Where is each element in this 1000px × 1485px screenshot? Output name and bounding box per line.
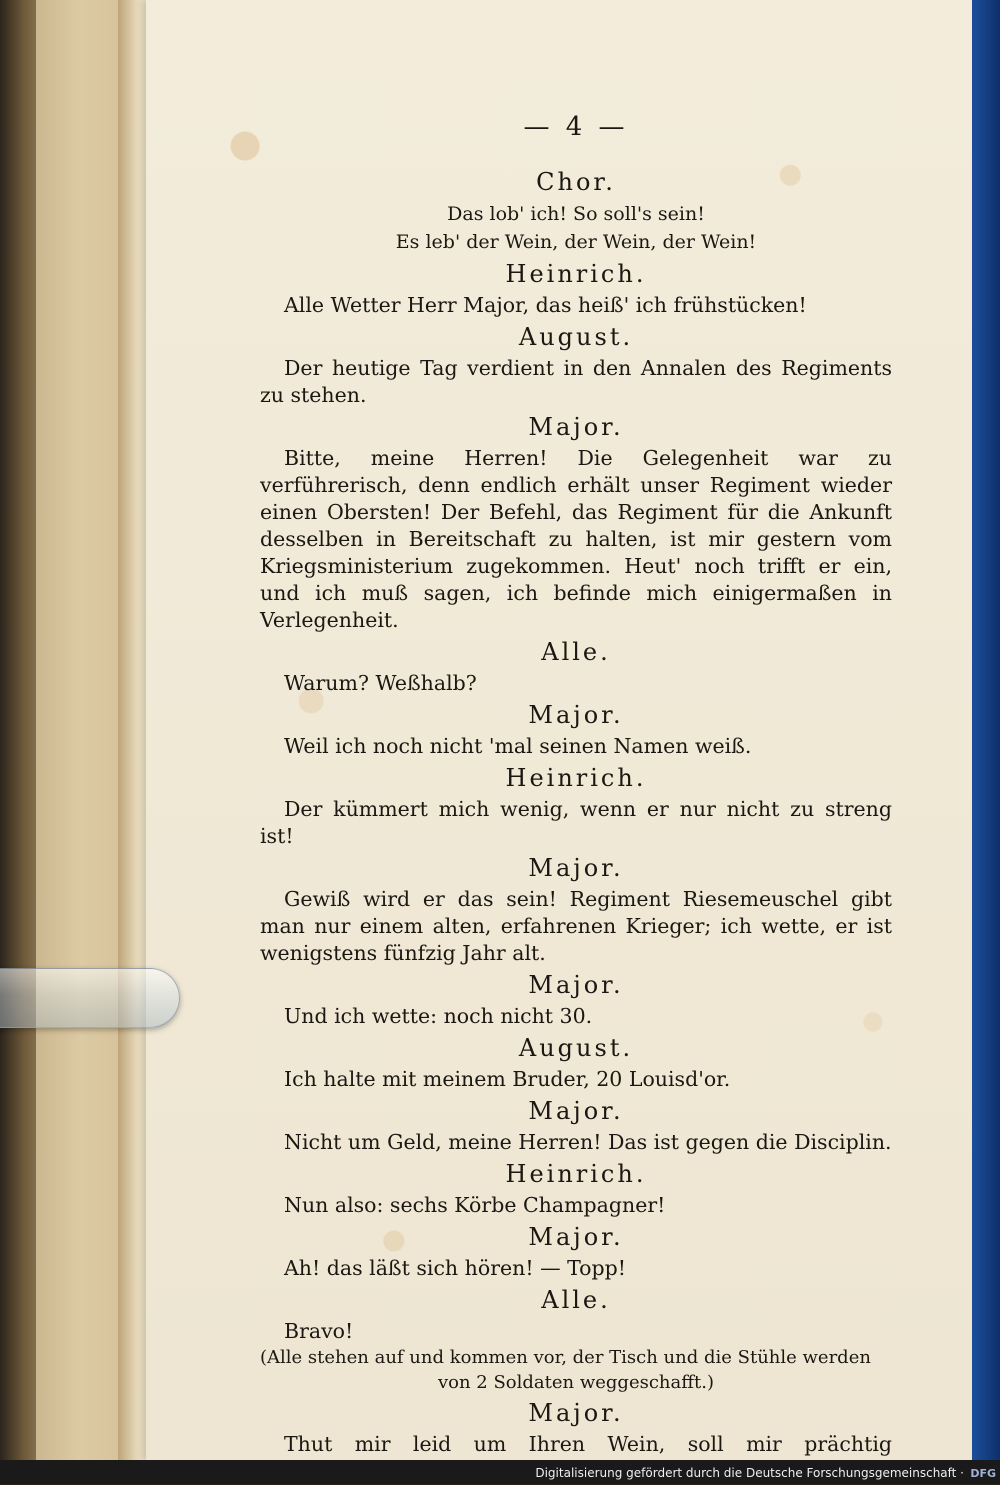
speaker-name: Major. [528, 1399, 624, 1427]
stage-direction: (Alle stehen auf und kommen vor, der Tisch und die Stühle werden [260, 1347, 871, 1368]
speaker-name: Major. [528, 1223, 624, 1251]
speaker-name: Major. [528, 1097, 624, 1125]
speaker-name: Major. [528, 854, 624, 882]
footer-bar [0, 1460, 1000, 1484]
stage-direction: von 2 Soldaten weggeschafft.) [437, 1372, 715, 1393]
dfg-logo: DFG [970, 1467, 996, 1480]
dialogue-line: Nun also: sechs Körbe Champagner! [284, 1193, 666, 1217]
verse-line: Das lob' ich! So soll's sein! [447, 203, 705, 225]
speaker-name: Major. [528, 413, 624, 441]
book-cover-edge [0, 0, 40, 1484]
dialogue-line: Bravo! [284, 1319, 354, 1343]
page-text [260, 112, 892, 1485]
speaker-name: Heinrich. [505, 764, 647, 792]
speaker-name: Major. [528, 701, 624, 729]
dialogue-line: Der heutige Tag verdient in den Annalen des Regiments zu stehen. [260, 356, 892, 407]
speaker-name: Heinrich. [505, 1160, 647, 1188]
dialogue-line: Ich halte mit meinem Bruder, 20 Louisd'or. [284, 1067, 731, 1091]
verse-line: Es leb' der Wein, der Wein, der Wein! [395, 231, 757, 253]
speaker-name: Major. [528, 971, 624, 999]
speaker-name: August. [518, 323, 634, 351]
dialogue-line: Alle Wetter Herr Major, das heiß' ich frühstücken! [284, 293, 807, 317]
page-number: — 4 — [523, 112, 629, 142]
dialogue-line: Nicht um Geld, meine Herren! Das ist gegen die Disciplin. [284, 1130, 892, 1154]
speaker-name: August. [518, 1034, 634, 1062]
dialogue-line: Ah! das läßt sich hören! — Topp! [284, 1256, 627, 1280]
dialogue-line: Und ich wette: noch nicht 30. [284, 1004, 593, 1028]
glass-page-weight [0, 968, 180, 1028]
text-blocks [260, 164, 892, 1485]
page-stack-edge [118, 0, 148, 1460]
dialogue-line: Warum? Weßhalb? [284, 671, 477, 695]
speaker-name: Alle. [541, 1286, 611, 1314]
dialogue-line: Gewiß wird er das sein! Regiment Riesemeuschel gibt man nur einem alten, erfahrenen Krieger; ich wette, er ist wenigstens fünfzig Jahr alt. [260, 887, 892, 965]
speaker-name: Heinrich. [505, 260, 647, 288]
dialogue-line: Bitte, meine Herren! Die Gelegenheit war zu verführerisch, denn endlich erhält unser Regiment wieder einen Obersten! Der Befehl, das Regiment für die Ankunft desselben in Bereitschaft zu halten, ist mir gestern vom Kriegsministerium zugekommen. Heut' noch trifft er ein, und ich muß sagen, ich befinde mich einigermaßen in Verlegenheit. [260, 446, 892, 632]
dialogue-line: Weil ich noch nicht 'mal seinen Namen weiß. [284, 734, 752, 758]
funding-notice: Digitalisierung gefördert durch die Deutsche Forschungsgemeinschaft · [535, 1466, 964, 1480]
dialogue-line: Der kümmert mich wenig, wenn er nur nicht zu streng ist! [260, 797, 892, 848]
dialogue-line: Thut mir leid um Ihren Wein, soll mir prächtig [284, 1432, 892, 1456]
speaker-name: Chor. [536, 168, 616, 196]
speaker-name: Alle. [541, 638, 611, 666]
color-calibration-strip [972, 0, 1000, 1460]
